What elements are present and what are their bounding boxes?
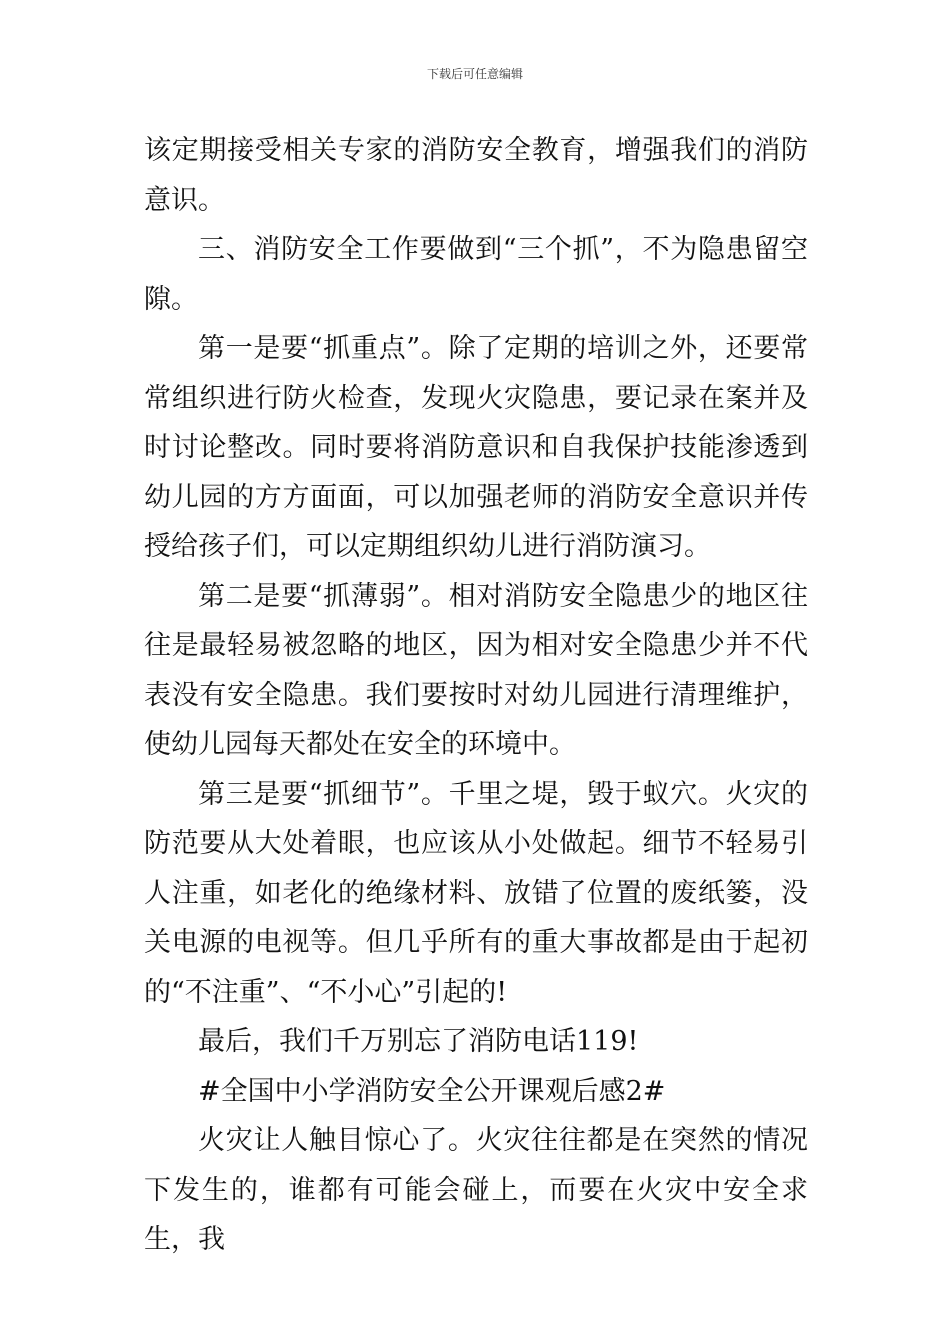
paragraph-continuation: 该定期接受相关专家的消防安全教育，增强我们的消防意识。: [144, 135, 808, 216]
paragraph-third-point: 第三是要“抓细节”。千里之堤，毁于蚁穴。火灾的防范要从大处着眼，也应该从小处做起。细节不轻易引人注重，如老化的绝缘材料、放错了位置的废纸篓，没关电源的电视等。但几乎所有的重大事故都是由于起初的“不注重”、“不小心”引起的!: [144, 778, 808, 1008]
paragraph-closing: 最后，我们千万别忘了消防电话119!: [198, 1026, 639, 1057]
page-header: 下载后可任意编辑: [426, 67, 523, 81]
paragraph-first-point: 第一是要“抓重点”。除了定期的培训之外，还要常常组织进行防火检查，发现火灾隐患，要记录在案并及时讨论整改。同时要将消防意识和自我保护技能渗透到幼儿园的方方面面，可以加强老师的消防安全意识并传授给孩子们，可以定期组织幼儿进行消防演习。: [144, 333, 808, 562]
paragraph-essay-start: 火灾让人触目惊心了。火灾往往都是在突然的情况下发生的，谁都有可能会碰上，而要在火灾中安全求生，我: [144, 1125, 808, 1255]
paragraph-section-heading: 三、消防安全工作要做到“三个抓”，不为隐患留空隙。: [144, 234, 808, 315]
paragraph-essay-title: #全国中小学消防安全公开课观后感2#: [198, 1075, 666, 1107]
document-body: [144, 126, 808, 1265]
paragraph-second-point: 第二是要“抓薄弱”。相对消防安全隐患少的地区往往是最轻易被忽略的地区，因为相对安全隐患少并不代表没有安全隐患。我们要按时对幼儿园进行清理维护，使幼儿园每天都处在安全的环境中。: [144, 580, 808, 760]
